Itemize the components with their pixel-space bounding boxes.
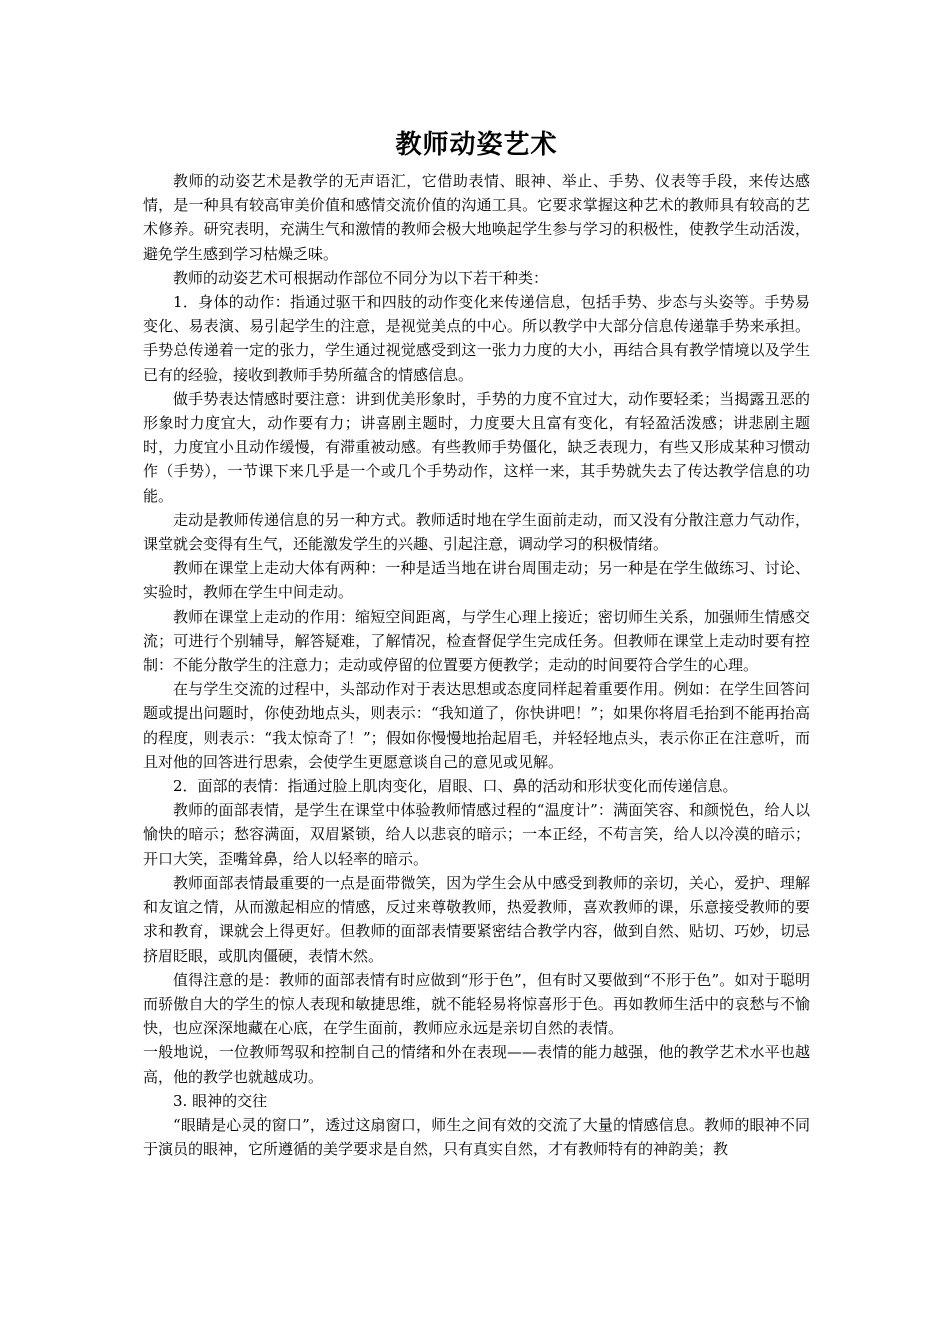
- section-heading-eyes: 3. 眼神的交往: [173, 1091, 268, 1110]
- paragraph-smile: 教师面部表情最重要的一点是面带微笑，因为学生会从中感受到教师的亲切，关心，爱护、理解和友谊之情，从而激起相应的情感，反过来尊敬教师，热爱教师，喜欢教师的课，乐意接受教师的要求和教育，课就会上得更好。但教师的面部表情要紧密结合教学内容，做到自然、贴切、巧妙，切忌挤眉眨眼，或肌肉僵硬，表情木然。: [143, 873, 810, 965]
- document-page: [143, 128, 810, 1161]
- paragraph-thermometer: 教师的面部表情，是学生在课堂中体验教师情感过程的“温度计”：满面笑容、和颜悦色，给人以愉快的暗示；愁容满面，双眉紧锁，给人以悲哀的暗示；一本正经，不苟言笑，给人以冷漠的暗示；开口大笑，歪嘴耸鼻，给人以轻率的暗示。: [143, 801, 810, 868]
- document-title: 教师动姿艺术: [395, 130, 558, 160]
- paragraph-walking: 走动是教师传递信息的另一种方式。教师适时地在学生面前走动，而又没有分散注意力气动作，课堂就会变得有生气，还能激发学生的兴趣、引起注意，调动学习的积极情绪。: [143, 510, 810, 554]
- paragraph-gesture-notes: 做手势表达情感时要注意：讲到优美形象时，手势的力度不宜过大，动作要轻柔；当揭露丑恶的形象时力度宜大，动作要有力；讲喜剧主题时，力度要大且富有变化，有轻盈活泼感；讲悲剧主题时，力度宜小且动作缓慢，有滞重被动感。有些教师手势僵化，缺乏表现力，有些又形成某种习惯动作（手势），一节课下来几乎是一个或几个手势动作，这样一来，其手势就失去了传达教学信息的功能。: [143, 389, 810, 505]
- paragraph-head-movement: 在与学生交流的过程中，头部动作对于表达思想或态度同样起着重要作用。例如：在学生回答问题或提出问题时，你使劲地点头，则表示：“我知道了，你快讲吧！”；如果你将眉毛抬到不能再抬高的程度，则表示：“我太惊奇了！”；假如你慢慢地抬起眉毛，并轻轻地点头，表示你正在注意听，而且对他的回答进行思索，会使学生更愿意谈自己的意见或见解。: [143, 680, 810, 771]
- paragraph-walking-effects: 教师在课堂上走动的作用：缩短空间距离，与学生心理上接近；密切师生关系，加强师生情感交流；可进行个别辅导，解答疑难，了解情况，检查督促学生完成任务。但教师在课堂上走动时要有控制：不能分散学生的注意力；走动或停留的位置要方便教学；走动的时间要符合学生的心理。: [143, 607, 810, 675]
- paragraph-control-expression: 值得注意的是：教师的面部表情有时应做到“形于色”，但有时又要做到“不形于色”。如对于聪明而骄傲自大的学生的惊人表现和敏捷思维，就不能轻易将惊喜形于色。再如教师生活中的哀愁与不愉快，也应深深地藏在心底，在学生面前，教师应永远是亲切自然的表情。: [143, 970, 810, 1038]
- paragraph-walking-types: 教师在课堂上走动大体有两种：一种是适当地在讲台周围走动；另一种是在学生做练习、讨论、实验时，教师在学生中间走动。: [143, 559, 810, 602]
- paragraph-body-movement: 1．身体的动作：指通过驱干和四肢的动作变化来传递信息，包括手势、步态与头姿等。手势易变化、易表演、易引起学生的注意，是视觉美点的中心。所以教学中大部分信息传递靠手势来承担。手势总传递着一定的张力，学生通过视觉感受到这一张力力度的大小，再结合具有教学情境以及学生已有的经验，接收到教师手势所蕴含的情感信息。: [143, 293, 810, 384]
- paragraph-categories: 教师的动姿艺术可根据动作部位不同分为以下若干种类：: [173, 268, 549, 287]
- paragraph-eyes: “眼睛是心灵的窗口”，透过这扇窗口，师生之间有效的交流了大量的情感信息。教师的眼神不同于演员的眼神，它所遵循的美学要求是自然，只有真实自然，才有教师特有的神韵美；教: [143, 1115, 810, 1159]
- paragraph-facial-expression: 2．面部的表情：指通过脸上肌肉变化，眉眼、口、鼻的活动和形状变化而传递信息。: [173, 777, 738, 796]
- paragraph-summary: 一般地说，一位教师驾驭和控制自己的情绪和外在表现——表情的能力越强，他的教学艺术水平也越高，他的教学也就越成功。: [143, 1043, 810, 1086]
- paragraph-intro: 教师的动姿艺术是教学的无声语汇，它借助表情、眼神、举止、手势、仪表等手段，来传达感情，是一种具有较高审美价值和感情交流价值的沟通工具。它要求掌握这种艺术的教师具有较高的艺术修养。研究表明，充满生气和激情的教师会极大地唤起学生参与学习的积极性，使教学生动活泼，避免学生感到学习枯燥乏味。: [143, 172, 810, 263]
